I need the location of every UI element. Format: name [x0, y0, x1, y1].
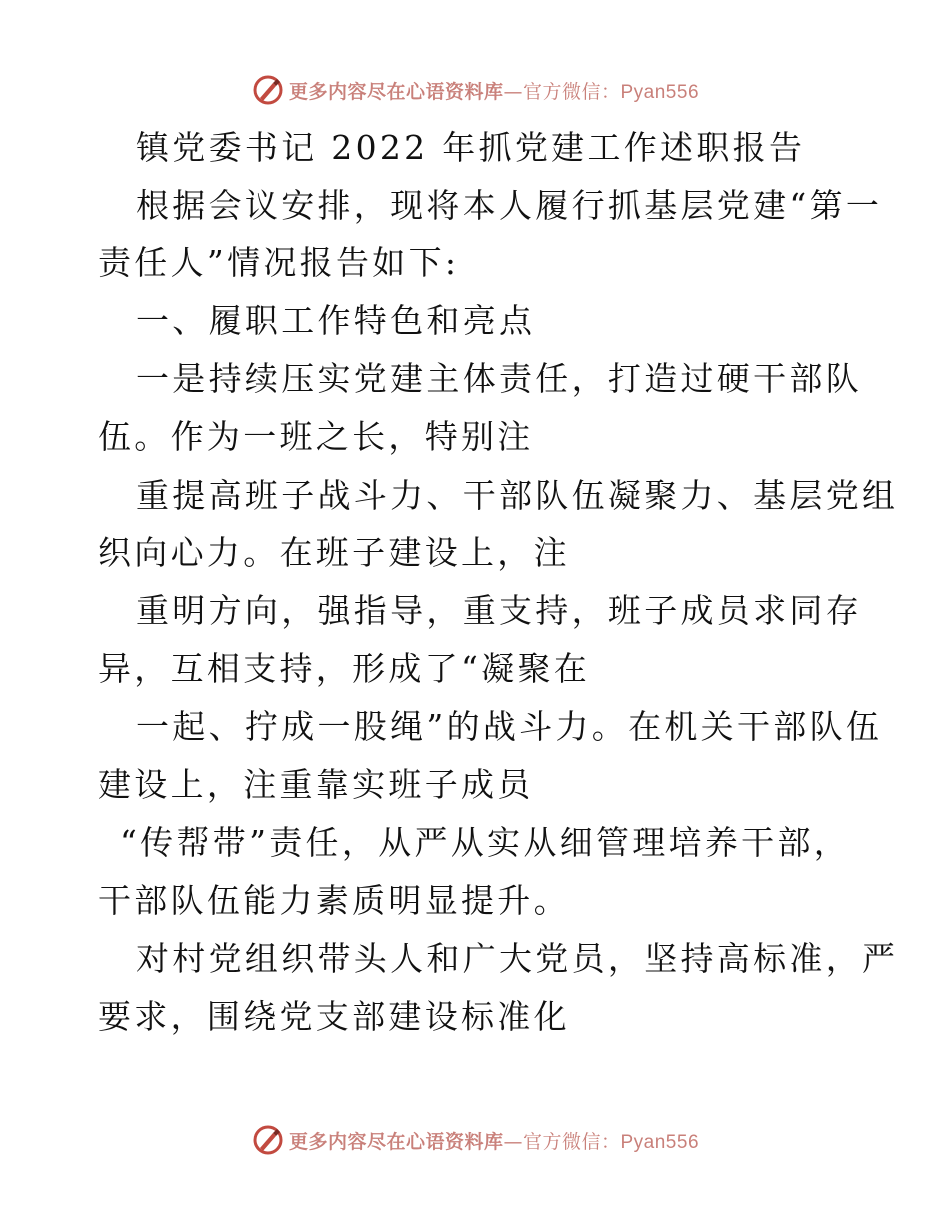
watermark-main-text: 更多内容尽在心语资料库 [288, 80, 504, 103]
paragraph-line: 一起、拧成一股绳”的战斗力。在机关干部队伍 [136, 707, 883, 746]
paragraph-line: 对村党组织带头人和广大党员，坚持高标准，严 [136, 939, 899, 978]
pen-circle-logo-icon [251, 1123, 285, 1157]
document-title: 镇党委书记 2022 年抓党建工作述职报告 [136, 128, 806, 167]
paragraph-line: 一是持续压实党建主体责任，打造过硬干部队 [136, 359, 862, 398]
watermark-account: Pyan556 [620, 1131, 700, 1153]
paragraph-line: 伍。作为一班之长，特别注 [98, 417, 534, 456]
watermark-account: Pyan556 [620, 81, 700, 103]
watermark-official-label: 官方微信： [522, 1130, 621, 1153]
watermark-official-label: 官方微信： [522, 80, 621, 103]
paragraph-line: 重明方向，强指导，重支持，班子成员求同存 [136, 591, 862, 630]
paragraph-line: 织向心力。在班子建设上，注 [98, 533, 570, 572]
watermark-header [0, 70, 950, 110]
paragraph-line: 根据会议安排，现将本人履行抓基层党建“第一 [136, 186, 883, 225]
watermark-text [289, 77, 699, 104]
paragraph-line: 建设上，注重靠实班子成员 [98, 765, 534, 804]
section-heading: 一、履职工作特色和亮点 [136, 301, 536, 340]
paragraph-line: 异，互相支持，形成了“凝聚在 [98, 649, 591, 688]
watermark-text [289, 1127, 699, 1154]
paragraph-line: 干部队伍能力素质明显提升。 [98, 881, 570, 920]
paragraph-line: 重提高班子战斗力、干部队伍凝聚力、基层党组 [136, 476, 899, 515]
paragraph-line: “传帮带”责任，从严从实从细管理培养干部， [120, 823, 851, 862]
watermark-footer [0, 1120, 950, 1160]
watermark-main-text: 更多内容尽在心语资料库 [288, 1130, 504, 1153]
paragraph-line: 责任人”情况报告如下: [98, 243, 460, 282]
paragraph-line: 要求，围绕党支部建设标准化 [98, 997, 570, 1036]
watermark-dash: — [503, 80, 523, 103]
pen-circle-logo-icon [251, 73, 285, 107]
watermark-dash: — [503, 1130, 523, 1153]
